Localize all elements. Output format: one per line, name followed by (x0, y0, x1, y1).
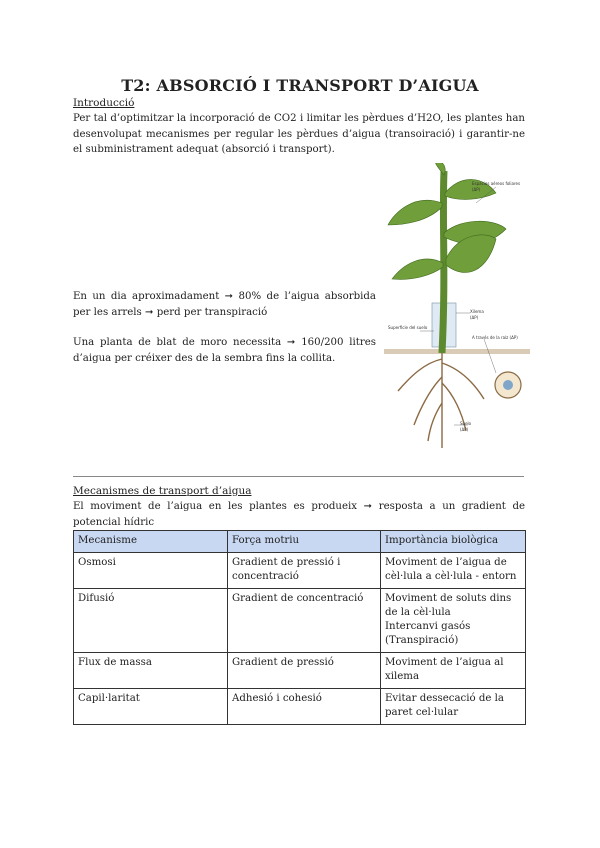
table-cell: Evitar dessecació de la paret cel·lular (381, 689, 526, 725)
figure-label: (ΔP) (460, 427, 469, 432)
table-cell: Flux de massa (74, 653, 228, 689)
figure-label: Superficie del suelo (388, 325, 428, 330)
leaf (392, 259, 443, 279)
column-header: Mecanisme (74, 531, 228, 553)
root-stele (503, 380, 513, 390)
figure-label: (ΔP) (472, 187, 481, 192)
table-cell: Osmosi (74, 553, 228, 589)
table-cell: Gradient de pressió (228, 653, 381, 689)
column-header: Importància biològica (381, 531, 526, 553)
table-cell: Moviment de soluts dins de la cèl·lula Intercanvi gasós (Transpiració) (381, 589, 526, 653)
plant-water-transport-figure (384, 163, 530, 453)
soil-surface (384, 349, 530, 354)
root (442, 363, 484, 399)
figure-label: Xilema (470, 309, 484, 314)
root (414, 377, 442, 425)
transport-heading: Mecanismes de transport d’aigua (73, 485, 252, 497)
figure-label: Espacios aéreos foliares (472, 181, 521, 186)
table-row (74, 589, 526, 653)
table-cell: Capil·laritat (74, 689, 228, 725)
root (428, 403, 442, 441)
table-cell: Gradient de concentració (228, 589, 381, 653)
table-cell: Moviment de l’aigua de cèl·lula a cèl·lula - entorn (381, 553, 526, 589)
stem (442, 171, 444, 353)
column-header: Força motriu (228, 531, 381, 553)
table-row (74, 653, 526, 689)
figure-label: Suelo (460, 421, 472, 426)
table-row (74, 553, 526, 589)
page-title: T2: ABSORCIÓ I TRANSPORT D’AIGUA (121, 76, 479, 95)
table-header-row (74, 531, 526, 553)
fact-corn: Una planta de blat de moro necessita ➞ 160/200 litres d’aigua per créixer des de la sembra fins la collita. (73, 337, 376, 364)
fact-transpiration: En un dia aproximadament ➞ 80% de l’aigua absorbida per les arrels ➞ perd per transpiració (73, 291, 376, 318)
figure-label: (ΔP) (470, 315, 479, 320)
mechanisms-table (73, 530, 526, 725)
section-divider (73, 476, 524, 477)
table-cell: Difusió (74, 589, 228, 653)
figure-label: A través de la raíz (ΔP) (472, 335, 518, 340)
leaf (436, 163, 446, 175)
table-cell: Moviment de l’aigua al xilema (381, 653, 526, 689)
table-cell: Adhesió i cohesió (228, 689, 381, 725)
intro-paragraph: Per tal d’optimitzar la incorporació de CO2 i limitar les pèrdues d’H2O, les plantes han desenvolupat mecanismes per regular les pèrdues d’aigua (transoiració) i garantir-ne el subministrament adequat (absorció i transport). (73, 113, 525, 155)
transport-intro: El moviment de l’aigua en les plantes es produeix ➞ resposta a un gradient de potencial hídric (73, 501, 525, 528)
root (398, 359, 442, 391)
leaf (388, 200, 442, 225)
table-row (74, 689, 526, 725)
table-cell: Gradient de pressió i concentració (228, 553, 381, 589)
intro-heading: Introducció (73, 97, 135, 109)
